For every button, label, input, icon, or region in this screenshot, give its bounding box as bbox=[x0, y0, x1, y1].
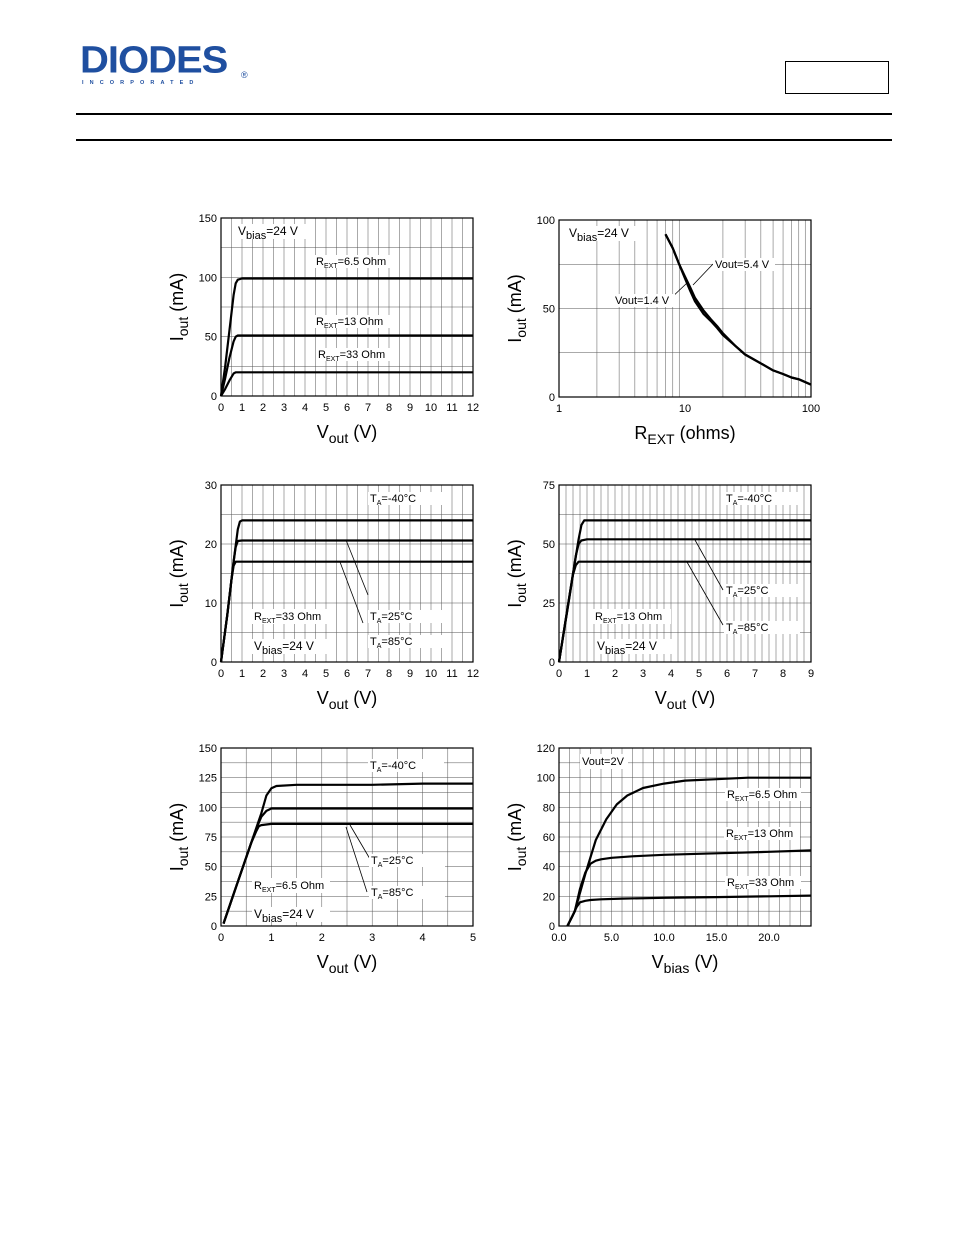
x-tick-label: 1 bbox=[555, 403, 563, 415]
condition-label-sub: bias bbox=[577, 232, 598, 244]
y-tick-label: 60 bbox=[542, 832, 555, 844]
series-label-rest: =85°C bbox=[737, 622, 769, 634]
x-axis-title-sub: out bbox=[328, 696, 349, 712]
gridlines bbox=[221, 218, 473, 396]
condition-label-main: V bbox=[254, 639, 263, 653]
series-label bbox=[370, 636, 412, 650]
company-logo bbox=[80, 40, 250, 92]
x-tick-label: 3 bbox=[369, 932, 376, 944]
x-axis-title-main: V bbox=[316, 952, 329, 972]
x-tick-label: 8 bbox=[779, 668, 787, 680]
series-label-main: R bbox=[726, 828, 734, 840]
y-axis-title-rest: (mA) bbox=[167, 802, 187, 847]
y-axis-title bbox=[505, 539, 529, 607]
condition-label-main: R bbox=[254, 880, 262, 892]
x-axis-title-sub: out bbox=[666, 696, 687, 712]
x-tick-label: 1 bbox=[238, 402, 246, 414]
y-axis-title-sub: out bbox=[513, 846, 529, 867]
logo-subtitle: INCORPORATED bbox=[82, 80, 200, 86]
x-axis-title-sub: out bbox=[328, 960, 349, 976]
y-axis-title-rest: (mA) bbox=[505, 274, 525, 319]
x-axis-title-sub: out bbox=[328, 430, 349, 445]
x-tick-label: 4 bbox=[667, 668, 675, 680]
condition-label-main: V bbox=[238, 224, 247, 238]
x-axis-title-main: V bbox=[654, 688, 667, 708]
y-tick-label: 100 bbox=[198, 272, 217, 285]
x-axis-title-rest: (V) bbox=[686, 688, 716, 708]
y-tick-label: 0 bbox=[210, 391, 217, 403]
x-axis-title bbox=[317, 952, 377, 976]
x-tick-label: 7 bbox=[364, 402, 372, 414]
series-line bbox=[567, 896, 811, 926]
x-tick-label: 6 bbox=[343, 668, 351, 680]
series-label-rest: =25°C bbox=[737, 585, 769, 597]
x-tick-label: 0 bbox=[217, 402, 225, 414]
y-tick-label: 30 bbox=[204, 480, 217, 492]
x-tick-label: 0 bbox=[217, 932, 225, 944]
y-tick-label: 50 bbox=[542, 539, 555, 551]
x-tick-label: 0 bbox=[217, 668, 225, 680]
series-label-main: Vout=5.4 V bbox=[715, 259, 770, 271]
x-tick-label: 2 bbox=[318, 932, 325, 944]
x-axis-title-rest: (ohms) bbox=[674, 423, 736, 443]
condition-label-sub: bias bbox=[246, 230, 267, 242]
x-axis-title-sub: bias bbox=[663, 960, 690, 976]
y-axis-title bbox=[505, 803, 529, 871]
y-axis-title-rest: (mA) bbox=[505, 802, 525, 847]
series-label-sub: A bbox=[376, 500, 382, 507]
series-label-sub: EXT bbox=[734, 796, 749, 803]
y-axis-title-rest: (mA) bbox=[167, 272, 187, 317]
x-tick-label: 6 bbox=[723, 668, 731, 680]
x-axis-title-main: V bbox=[316, 688, 329, 708]
series-label-sub: A bbox=[376, 618, 382, 625]
x-tick-label: 10 bbox=[424, 668, 438, 680]
series-label-main: T bbox=[370, 636, 377, 648]
condition-label-rest: =24 V bbox=[282, 639, 314, 653]
series-label-sub: EXT bbox=[325, 356, 340, 363]
condition-label-main: R bbox=[254, 611, 262, 623]
condition-label-rest: =13 Ohm bbox=[616, 611, 663, 623]
y-tick-label: 0 bbox=[548, 657, 555, 669]
series-label-rest: =33 Ohm bbox=[339, 349, 386, 361]
y-axis-title bbox=[505, 274, 529, 342]
y-axis-title-main: I bbox=[167, 866, 187, 872]
x-tick-label: 15.0 bbox=[705, 932, 728, 944]
series-label-sub: A bbox=[376, 643, 382, 650]
chart-iout-vs-vout-temp-13ohm bbox=[497, 472, 827, 712]
condition-label-sub: EXT bbox=[602, 618, 617, 625]
x-tick-label: 3 bbox=[639, 668, 647, 680]
series-label-rest: =6.5 Ohm bbox=[748, 789, 798, 801]
x-tick-label: 5 bbox=[469, 932, 477, 944]
x-tick-label: 5 bbox=[322, 402, 330, 414]
x-tick-label: 0 bbox=[555, 668, 563, 680]
series-label-sub: A bbox=[377, 862, 383, 869]
x-tick-label: 4 bbox=[419, 932, 426, 944]
series-label bbox=[371, 855, 413, 869]
condition-label-sub: bias bbox=[262, 913, 283, 925]
condition-label-main: V bbox=[569, 226, 578, 240]
x-tick-label: 12 bbox=[466, 402, 480, 414]
x-axis-title-sub: EXT bbox=[647, 431, 675, 445]
condition-label-main: Vout=2V bbox=[582, 756, 624, 768]
x-tick-label: 2 bbox=[611, 668, 619, 680]
series-label-main: R bbox=[318, 349, 326, 361]
y-axis-title-sub: out bbox=[175, 316, 191, 337]
condition-label-sub: EXT bbox=[261, 887, 276, 894]
chart-iout-vs-vout-rext bbox=[150, 205, 490, 445]
condition-label-rest: =24 V bbox=[625, 639, 657, 653]
y-axis-title-main: I bbox=[505, 602, 525, 608]
x-tick-label: 12 bbox=[466, 668, 480, 680]
series-label-sub: EXT bbox=[733, 835, 748, 842]
condition-label-main: V bbox=[254, 907, 263, 921]
series-label-main: R bbox=[316, 316, 324, 328]
x-tick-label: 3 bbox=[280, 668, 288, 680]
series-label-sub: EXT bbox=[323, 263, 338, 270]
condition-label bbox=[582, 756, 625, 768]
series-label-main: T bbox=[370, 611, 377, 623]
series-label-main: T bbox=[726, 585, 733, 597]
x-axis-title-main: R bbox=[634, 423, 648, 443]
series-label-sub: EXT bbox=[323, 323, 338, 330]
series-line bbox=[666, 234, 812, 384]
x-axis-title-main: V bbox=[651, 952, 664, 972]
x-tick-label: 5.0 bbox=[603, 932, 620, 944]
x-tick-label: 3 bbox=[280, 402, 288, 414]
x-tick-label: 7 bbox=[364, 668, 372, 680]
condition-label-main: R bbox=[595, 611, 603, 623]
x-tick-label: 2 bbox=[259, 668, 267, 680]
x-axis-title-rest: (V) bbox=[348, 952, 378, 972]
y-tick-label: 20 bbox=[542, 891, 555, 904]
y-tick-label: 25 bbox=[542, 598, 555, 610]
series-label bbox=[715, 259, 770, 271]
condition-label-sub: EXT bbox=[261, 618, 276, 625]
y-tick-label: 20 bbox=[204, 539, 217, 551]
x-axis-title-rest: (V) bbox=[348, 422, 378, 442]
header-rule-top bbox=[76, 113, 892, 115]
y-tick-label: 0 bbox=[548, 392, 555, 404]
y-tick-label: 75 bbox=[542, 480, 555, 492]
y-tick-label: 80 bbox=[542, 802, 555, 815]
series-line bbox=[224, 784, 474, 924]
condition-label-sub: bias bbox=[605, 645, 626, 657]
registered-mark-icon: ® bbox=[241, 70, 248, 80]
series-label-rest: =13 Ohm bbox=[747, 828, 794, 840]
x-tick-label: 8 bbox=[385, 402, 393, 414]
y-axis-title-main: I bbox=[167, 336, 187, 342]
y-axis-title bbox=[167, 803, 191, 871]
series-label-rest: =25°C bbox=[381, 611, 413, 623]
part-number-box bbox=[785, 61, 889, 94]
series-label-main: T bbox=[726, 493, 733, 505]
series-label-main: T bbox=[726, 622, 733, 634]
series-label bbox=[370, 611, 412, 625]
series-label-rest: =-40°C bbox=[381, 760, 417, 772]
y-axis-title-rest: (mA) bbox=[167, 539, 187, 584]
x-tick-label: 5 bbox=[695, 668, 703, 680]
chart-iout-vs-vout-temp-6p5ohm bbox=[150, 737, 490, 977]
x-axis-title bbox=[655, 688, 715, 712]
series-label-sub: A bbox=[732, 500, 738, 507]
series-label-main: R bbox=[727, 789, 735, 801]
series-line bbox=[666, 234, 812, 384]
y-axis-title-sub: out bbox=[513, 583, 529, 603]
x-tick-label: 100 bbox=[801, 403, 821, 415]
condition-label-rest: =24 V bbox=[266, 224, 298, 238]
leader-line bbox=[687, 562, 723, 625]
condition-label-rest: =33 Ohm bbox=[275, 611, 322, 623]
y-tick-label: 50 bbox=[204, 331, 217, 344]
x-tick-label: 1 bbox=[583, 668, 591, 680]
x-tick-label: 6 bbox=[343, 402, 351, 414]
series-label-main: T bbox=[370, 493, 377, 505]
y-axis-title-sub: out bbox=[513, 318, 529, 338]
x-tick-label: 1 bbox=[238, 668, 246, 680]
leader-line bbox=[340, 562, 363, 623]
x-tick-label: 8 bbox=[385, 668, 393, 680]
y-tick-label: 25 bbox=[204, 891, 217, 904]
x-tick-label: 9 bbox=[807, 668, 815, 680]
y-tick-label: 50 bbox=[542, 303, 555, 316]
series-label-rest: =33 Ohm bbox=[748, 877, 795, 889]
y-tick-label: 100 bbox=[198, 802, 217, 815]
x-tick-label: 4 bbox=[301, 402, 309, 414]
y-axis-title-rest: (mA) bbox=[505, 539, 525, 584]
x-axis-title-rest: (V) bbox=[348, 688, 378, 708]
x-axis-title bbox=[317, 422, 377, 445]
gridlines bbox=[221, 748, 473, 926]
y-tick-label: 0 bbox=[548, 921, 555, 933]
x-axis-title-rest: (V) bbox=[689, 952, 719, 972]
chart-iout-vs-vbias bbox=[497, 737, 827, 977]
x-tick-label: 7 bbox=[751, 668, 759, 680]
series-label-rest: =6.5 Ohm bbox=[337, 256, 387, 268]
y-axis-title-main: I bbox=[167, 602, 187, 608]
header-rule-bottom bbox=[76, 139, 892, 141]
series-label-rest: =85°C bbox=[381, 636, 413, 648]
condition-label-main: V bbox=[597, 639, 606, 653]
x-tick-label: 11 bbox=[446, 668, 458, 680]
condition-label-sub: bias bbox=[262, 645, 283, 657]
series-label-sub: A bbox=[377, 894, 383, 901]
y-tick-label: 150 bbox=[198, 743, 217, 755]
logo-wordmark: DIODES bbox=[80, 39, 228, 81]
chart-iout-vs-rext bbox=[497, 205, 827, 445]
x-axis-title bbox=[634, 423, 735, 445]
series-label-rest: =13 Ohm bbox=[337, 316, 384, 328]
y-tick-label: 0 bbox=[210, 657, 217, 669]
chart-iout-vs-vout-temp-33ohm bbox=[150, 472, 490, 712]
series-label-main: T bbox=[371, 887, 378, 899]
x-tick-label: 5 bbox=[322, 668, 330, 680]
series-label bbox=[615, 295, 670, 307]
x-tick-label: 4 bbox=[301, 668, 309, 680]
x-tick-label: 2 bbox=[259, 402, 267, 414]
x-tick-label: 9 bbox=[406, 668, 414, 680]
y-tick-label: 100 bbox=[536, 772, 555, 785]
series-label-sub: A bbox=[732, 592, 738, 599]
leader-line bbox=[350, 825, 370, 859]
series-label-rest: =-40°C bbox=[381, 493, 417, 505]
y-tick-label: 150 bbox=[198, 213, 217, 225]
condition-label-rest: =6.5 Ohm bbox=[275, 880, 325, 892]
series-label-sub: A bbox=[376, 767, 382, 774]
y-axis-title bbox=[167, 539, 191, 607]
leader-line bbox=[693, 264, 713, 285]
x-tick-label: 10 bbox=[678, 403, 692, 415]
series-label-rest: =25°C bbox=[382, 855, 414, 867]
y-tick-label: 125 bbox=[198, 772, 217, 785]
y-axis-title-sub: out bbox=[175, 583, 191, 603]
x-tick-label: 1 bbox=[268, 932, 275, 944]
y-tick-label: 120 bbox=[536, 743, 555, 755]
y-axis-title-sub: out bbox=[175, 846, 191, 867]
series-label-rest: =85°C bbox=[382, 887, 414, 899]
y-tick-label: 100 bbox=[536, 215, 555, 227]
condition-label-rest: =24 V bbox=[597, 226, 629, 240]
x-tick-label: 0.0 bbox=[551, 932, 567, 944]
y-axis-title-main: I bbox=[505, 866, 525, 872]
series-label-main: T bbox=[371, 855, 378, 867]
y-tick-label: 40 bbox=[542, 861, 555, 874]
x-axis-title bbox=[317, 688, 377, 712]
y-tick-label: 50 bbox=[204, 861, 217, 874]
x-tick-label: 10.0 bbox=[653, 932, 675, 944]
y-tick-label: 75 bbox=[204, 832, 217, 844]
series-label-main: T bbox=[370, 760, 377, 772]
condition-label-rest: =24 V bbox=[282, 907, 314, 921]
x-axis-title bbox=[652, 952, 719, 976]
series-label-main: Vout=1.4 V bbox=[615, 295, 670, 307]
x-tick-label: 11 bbox=[446, 402, 458, 414]
series-label-main: R bbox=[727, 877, 735, 889]
x-axis-title-main: V bbox=[316, 422, 329, 442]
y-axis-title-main: I bbox=[505, 337, 525, 343]
series-label-sub: A bbox=[732, 629, 738, 636]
y-tick-label: 10 bbox=[204, 598, 217, 610]
x-tick-label: 9 bbox=[406, 402, 414, 414]
series-label bbox=[371, 887, 413, 901]
gridlines bbox=[559, 485, 811, 662]
series-label bbox=[726, 585, 768, 599]
series-label bbox=[726, 622, 768, 636]
y-axis-title bbox=[167, 273, 191, 341]
y-tick-label: 0 bbox=[210, 921, 217, 933]
x-tick-label: 10 bbox=[424, 402, 438, 414]
x-tick-label: 20.0 bbox=[758, 932, 780, 944]
series-label-sub: EXT bbox=[734, 884, 749, 891]
series-label-rest: =-40°C bbox=[737, 493, 773, 505]
series-label-main: R bbox=[316, 256, 324, 268]
